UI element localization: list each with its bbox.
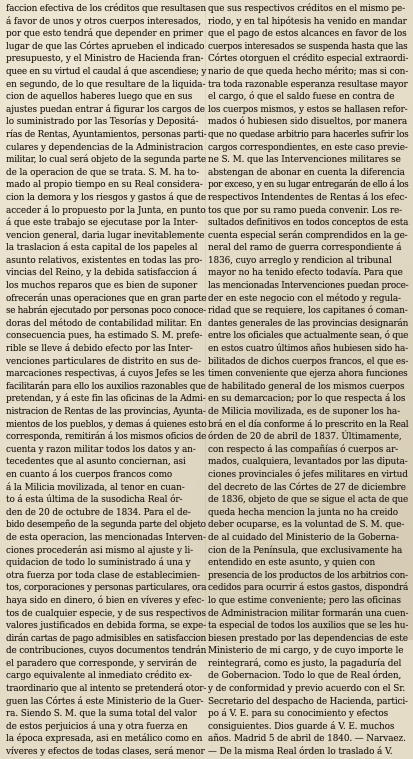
text-line: cion de la Península, que exclusivamente ha [208, 545, 403, 556]
left-text-column [6, 3, 207, 758]
text-line: consecuencia pues, ha estimado S. M. prefe- [6, 331, 203, 342]
text-line: por que esto tendrá que depender en primer [6, 29, 203, 40]
text-line: de al cuidado del Ministerio de la Goberna- [208, 532, 399, 543]
text-line: á favor de unos y otros cuerpos interesados, [6, 16, 202, 27]
text-line: lugar de que las Córtes aprueben el indicado [6, 41, 205, 52]
text-line: valores justificados en debida forma, se expe- [6, 621, 207, 632]
text-line: queda hecha mencion la junta no ha creido [208, 507, 399, 518]
text-line: nario de que queda hecho mérito; mas si con- [208, 66, 409, 77]
text-line: de contribuciones, cuyos documentos tendrán [6, 646, 207, 657]
text-line: nistracion de Rentas de las provincias, Ayunta- [6, 407, 206, 417]
text-line: se habrán ejecutado por personas poco conoce- [6, 306, 206, 317]
text-line: brá en el día conforme á lo prescrito en la Real [208, 419, 409, 430]
text-line: las mencionadas Intervenciones puedan proce- [208, 281, 409, 292]
text-line: faccion efectiva de los créditos que resultasen [6, 4, 206, 14]
text-line: bido desempeño de la segunda parte del objeto [6, 520, 206, 531]
column-gutter [205, 0, 206, 640]
text-line: de esta operacion, las mencionadas Interven- [6, 532, 206, 543]
text-line: y de conformidad y previo acuerdo con el Sr. [208, 684, 406, 695]
text-line: que sus respectivos créditos en el mismo pe- [208, 4, 406, 14]
text-line: abstengan de abonar en cuenta la diferencia [208, 167, 405, 178]
text-line: entre los oficiales que actualmente sean, ó que [208, 331, 409, 342]
text-line: otra fuerza por toda clase de establecimien- [6, 570, 200, 581]
text-line: cion de aquellos haberes luego que en sus [6, 92, 193, 103]
text-line: lo que estime conveniente; pero las oficinas [208, 595, 401, 606]
text-line: ciones provinciales ó jefes militares en virtud [208, 469, 408, 480]
text-line: los cuerpos mismos, y estos se hallasen refor- [208, 104, 408, 115]
text-line: facilitarán para ello los auxilios razonables que [6, 381, 206, 392]
text-line: deber ocuparse, es la voluntad de S. M. que- [208, 520, 405, 531]
text-line: de estos perjuicios á una y otra fuerza en [6, 721, 188, 732]
text-line: — De la misma Real órden lo traslado á V. [208, 747, 393, 758]
text-line: respectivos Intendentes de Rentas á los efec- [208, 192, 408, 203]
text-line: en cuanto á los cuerpos francos como [6, 469, 173, 480]
text-line: víveres y efectos de todas clases, será menor [6, 747, 205, 758]
text-line: culares y dependencias de la Administracion [6, 142, 204, 153]
text-line: en su demarcacion; por lo que respecta á los [208, 394, 406, 405]
text-line: mado al propio tiempo en su Real considera- [6, 180, 203, 191]
text-line: de Gobernacion. Todo lo que de Real órden, [208, 671, 402, 682]
text-line: presupuesto, y el Ministro de Hacienda fran- [6, 54, 204, 65]
text-line: cuerpos interesados se suspenda hasta que las [208, 41, 408, 52]
text-line: ridad que se requiere, los capitanes ó coman- [208, 306, 408, 317]
text-line: de 1836, objeto de que se sigue el acta de que [208, 495, 409, 506]
text-line: vencion general, daria lugar inevitablemente [6, 230, 205, 241]
text-line: con respecto á las compañías ó cuerpos ar- [208, 444, 399, 455]
text-line: acceder á lo propuesto por la Junta, en punto [6, 205, 206, 216]
text-line: Córtes otorguen el crédito especial extraordi- [208, 54, 409, 65]
text-line: presencia de los productos de los arbitrios con- [208, 570, 408, 581]
text-line: Ministerio de mi cargo, y de cuyo importe le [208, 646, 404, 657]
text-line: los muchos reparos que es bien de suponer [6, 281, 198, 292]
text-line: de la operacion de que se trata. S. M. ha to- [6, 167, 200, 178]
text-line: neral del ramo de guerra correspondiente á [208, 243, 402, 254]
text-line: to á esta última de la susodicha Real ór- [6, 495, 183, 506]
text-line: doras del método de contabilidad militar. En [6, 318, 202, 329]
text-line: 1836, cuyo arreglo y rendicion al tribunal [208, 255, 392, 266]
text-line: venciones particulares de distrito en sus de- [6, 356, 201, 367]
text-line: quidacion de todo lo suministrado á una y [6, 558, 191, 569]
text-line: cargos correspondientes, en este caso previe- [208, 142, 408, 153]
text-line: mados, cualquiera, levantados por las diputa- [208, 457, 408, 468]
text-line: corresponda, remitirán á los mismos oficios de [6, 432, 207, 443]
text-line: vincias del Reino, y la debida satisfaccion á [6, 268, 197, 279]
text-line: en estos cuatro últimos años hubiesen sido ha- [208, 344, 408, 355]
text-line: ciones procederán asi mismo al ajuste y li- [6, 545, 193, 556]
text-line: ne S. M. que las Intervenciones militares se [208, 155, 401, 166]
text-line: la época expresada, asi en metálico como en [6, 734, 203, 745]
text-line: tra toda razonable esperanza resultase mayor [208, 79, 408, 90]
text-line: cuenta especial serán comprendidos en la ge- [208, 230, 408, 241]
text-line: del decreto de las Córtes de 27 de diciembre [208, 482, 406, 493]
text-line: de habilitado general de los mismos cuerpos [208, 381, 405, 392]
text-line: cedidos para ocurrir á estos gastos, dispondrá [208, 583, 409, 594]
text-line: guen las Córtes á este Ministerio de la Guer- [6, 696, 204, 707]
text-line: cargo equivalente al inmediato crédito ex- [6, 671, 192, 682]
text-line: cion la demora y los riesgos y gastos á que de [6, 192, 206, 203]
text-line: timen conveniente que ejerza ahora funciones [208, 369, 408, 380]
text-line: de Milicia movilizada, es de suponer los ha- [208, 407, 401, 417]
text-line: consiguientes. Dios guarde á V. E. muchos [208, 721, 395, 732]
text-line: la traslacion á esta capital de los papeles al [6, 243, 198, 254]
text-line: entendido en este asunto, y quien con [208, 558, 376, 569]
text-line: sultados definitivos en todos conceptos de esta [208, 218, 409, 229]
text-line: ra. Siendo S. M. que la suma total del valor [6, 709, 197, 720]
text-line: cuenta y razon militar todos los datos y an- [6, 444, 196, 455]
text-line: rías de Rentas, Ayuntamientos, personas parti- [6, 129, 207, 140]
text-line: biesen prestado por las dependencias de este [208, 633, 408, 644]
text-line: tos que por su ramo pueda convenir. Los re- [208, 205, 403, 216]
text-line: marcaciones respectivas, á cuyos Jefes se les [6, 369, 205, 380]
text-line: lo suministrado por las Tesorías y Depositá- [6, 117, 199, 128]
text-line: militar, lo cual será objeto de la segunda parte [6, 155, 206, 166]
text-line: den de 20 de octubre de 1834. Para el de- [6, 507, 191, 518]
text-line: ofrecerán unas operaciones que en gran parte [6, 293, 207, 304]
text-line: que no quedase arbitrio para hacerles sufrir los [208, 129, 409, 140]
text-line: traordinario que al intento se pretenderá otor- [6, 684, 207, 695]
right-text-column [208, 3, 409, 758]
text-line: haya sido en dinero, ó bien en víveres y efec- [6, 595, 205, 606]
text-line: por exceso, y en su lugar entregarán de ello á los [208, 180, 409, 191]
text-line: reintegrará, como es justo, la pagaduría del [208, 658, 402, 669]
text-line: po á V. E. para su conocimiento y efectos [208, 709, 389, 720]
text-line: en segundo, de lo que resultare de la liquida- [6, 79, 206, 90]
text-line: el cargo, ó que el saldo fuese en contra de [208, 92, 395, 103]
text-line: ajustes puedan entrar á figurar los cargos de [6, 104, 205, 115]
text-line: á que este trabajo se ejecutase por la Inter- [6, 218, 198, 229]
text-line: mientos de los pueblos, y demas á quienes esto [6, 419, 207, 430]
text-line: Secretario del despacho de Hacienda, partici- [208, 696, 408, 707]
text-line: quee en su virtud el caudal á que ascendiese; y [6, 66, 207, 77]
text-line: asunto relativos, existentes en todas las pro- [6, 255, 203, 266]
text-line: tos de cualquier especie, y de sus respectivos [6, 608, 206, 619]
text-line: rible se lleve á debido efecto por las Inter- [6, 344, 193, 355]
text-line: dirán cartas de pago admisibles en satisfaccion [6, 633, 206, 644]
text-line: mados ó hubiesen sido disueltos, por manera [208, 117, 408, 128]
text-line: tos, corporaciones y personas particulares, ora [6, 583, 207, 594]
text-line: dantes generales de las provincias designarán [208, 318, 409, 329]
text-line: órden de 20 de abril de 1837. Últimamente, [208, 432, 402, 443]
text-line: tecedentes que al asunto conciernan, asi [6, 457, 186, 468]
text-line: ta especial de todos los auxilios que se les hu- [208, 621, 409, 632]
text-line: der en este negocio con el método y regula- [208, 293, 401, 304]
text-line: á la Milicia movilizada, al tenor en cuan- [6, 482, 185, 493]
text-line: años. Madrid 5 de abril de 1840. — Narvaez. [208, 734, 406, 745]
text-line: de Administracion militar formarán una cuen- [208, 608, 409, 619]
text-line: bilitados de dichos cuerpos francos, el que es- [208, 356, 409, 367]
text-line: el paradero que corresponde, y servirán de [6, 658, 197, 669]
text-line: que el pago de estos alcances en favor de los [208, 29, 407, 40]
text-line: riodo, y en tal hipótesis ha venido en mandar [208, 16, 407, 27]
text-line: pretendan, y á este fin las oficinas de la Admi- [6, 394, 206, 405]
text-line: mayor no ha tenido efecto todavía. Para que [208, 268, 403, 279]
